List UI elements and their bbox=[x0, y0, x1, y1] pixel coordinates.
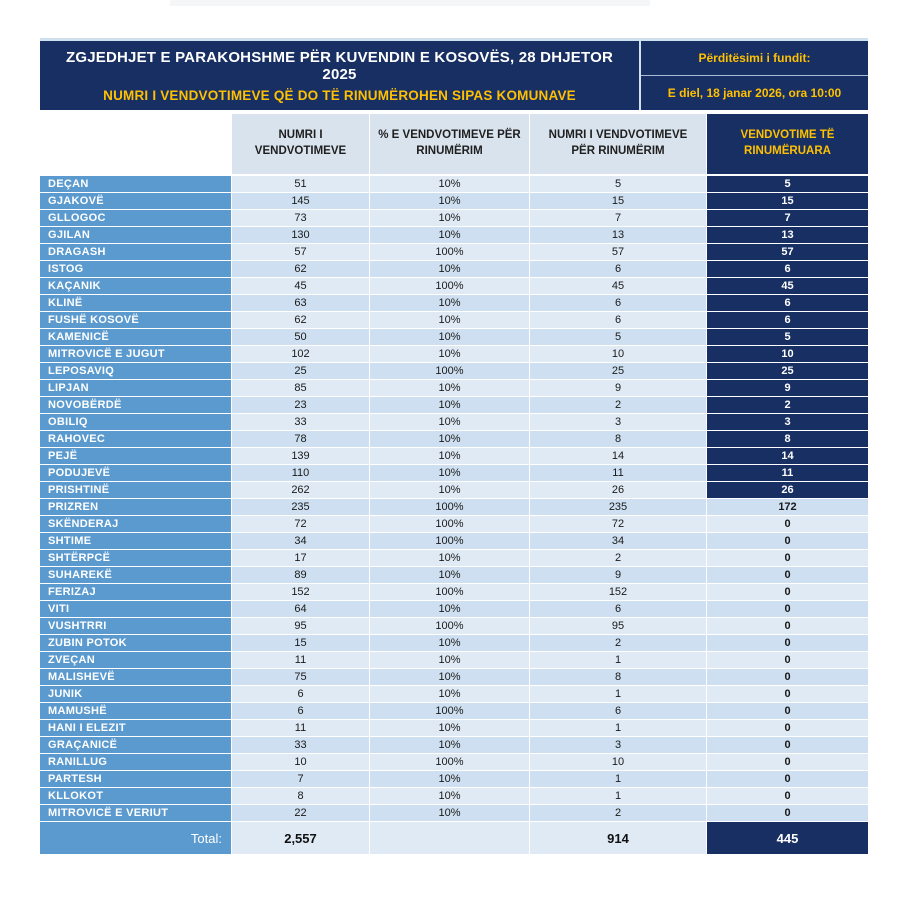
recount-cell: 57 bbox=[530, 244, 706, 260]
recount-cell: 3 bbox=[530, 414, 706, 430]
percent-cell: 10% bbox=[370, 550, 529, 566]
percent-cell: 100% bbox=[370, 703, 529, 719]
percent-cell: 10% bbox=[370, 601, 529, 617]
municipality-cell: SKËNDERAJ bbox=[40, 516, 231, 532]
table-row bbox=[40, 176, 868, 192]
recount-cell: 34 bbox=[530, 533, 706, 549]
municipality-cell: GLLOGOC bbox=[40, 210, 231, 226]
municipality-cell: JUNIK bbox=[40, 686, 231, 702]
total-percent bbox=[370, 822, 529, 854]
municipality-cell: MITROVICË E VERIUT bbox=[40, 805, 231, 821]
recount-cell: 6 bbox=[530, 312, 706, 328]
recounted-cell: 6 bbox=[707, 312, 868, 328]
stations-cell: 11 bbox=[232, 720, 369, 736]
table-row bbox=[40, 193, 868, 209]
last-update-panel bbox=[639, 41, 868, 110]
table-row bbox=[40, 686, 868, 702]
recounted-cell: 0 bbox=[707, 601, 868, 617]
recount-cell: 1 bbox=[530, 686, 706, 702]
recounted-cell: 0 bbox=[707, 584, 868, 600]
recounted-cell: 2 bbox=[707, 397, 868, 413]
municipality-cell: FERIZAJ bbox=[40, 584, 231, 600]
recounted-cell: 0 bbox=[707, 805, 868, 821]
table-row bbox=[40, 414, 868, 430]
table-row bbox=[40, 652, 868, 668]
table-row bbox=[40, 720, 868, 736]
municipality-cell: PEJË bbox=[40, 448, 231, 464]
column-header-stations: NUMRI I VENDVOTIMEVE bbox=[232, 114, 369, 174]
recounted-cell: 0 bbox=[707, 533, 868, 549]
recounted-cell: 13 bbox=[707, 227, 868, 243]
percent-cell: 10% bbox=[370, 448, 529, 464]
municipality-cell: MITROVICË E JUGUT bbox=[40, 346, 231, 362]
table-row bbox=[40, 312, 868, 328]
stations-cell: 85 bbox=[232, 380, 369, 396]
recounted-cell: 0 bbox=[707, 788, 868, 804]
recount-cell: 7 bbox=[530, 210, 706, 226]
header-banner bbox=[40, 38, 868, 110]
recounted-cell: 0 bbox=[707, 737, 868, 753]
table-row bbox=[40, 788, 868, 804]
percent-cell: 100% bbox=[370, 584, 529, 600]
recounted-cell: 9 bbox=[707, 380, 868, 396]
table-row bbox=[40, 278, 868, 294]
municipality-cell: KLLOKOT bbox=[40, 788, 231, 804]
municipality-cell: VITI bbox=[40, 601, 231, 617]
stations-cell: 89 bbox=[232, 567, 369, 583]
page-subtitle: NUMRI I VENDVOTIMEVE QË DO TË RINUMËROHEN SIPAS KOMUNAVE bbox=[103, 87, 576, 103]
percent-cell: 10% bbox=[370, 397, 529, 413]
recounted-cell: 0 bbox=[707, 652, 868, 668]
table-row bbox=[40, 567, 868, 583]
table-row bbox=[40, 346, 868, 362]
recounted-cell: 172 bbox=[707, 499, 868, 515]
recounted-cell: 26 bbox=[707, 482, 868, 498]
stations-cell: 11 bbox=[232, 652, 369, 668]
header-titles bbox=[40, 41, 639, 110]
table-row bbox=[40, 397, 868, 413]
column-header-municipality bbox=[40, 114, 231, 174]
recount-cell: 10 bbox=[530, 754, 706, 770]
total-recount: 914 bbox=[530, 822, 706, 854]
municipality-cell: LIPJAN bbox=[40, 380, 231, 396]
recount-table-board bbox=[40, 38, 868, 854]
municipality-cell: GJAKOVË bbox=[40, 193, 231, 209]
municipality-cell: PODUJEVË bbox=[40, 465, 231, 481]
stations-cell: 10 bbox=[232, 754, 369, 770]
municipality-cell: RANILLUG bbox=[40, 754, 231, 770]
column-header-percent: % E VENDVOTIMEVE PËR RINUMËRIM bbox=[370, 114, 529, 174]
recount-cell: 235 bbox=[530, 499, 706, 515]
municipality-cell: KAMENICË bbox=[40, 329, 231, 345]
percent-cell: 100% bbox=[370, 499, 529, 515]
stations-cell: 73 bbox=[232, 210, 369, 226]
stations-cell: 139 bbox=[232, 448, 369, 464]
municipality-cell: SUHAREKË bbox=[40, 567, 231, 583]
stations-cell: 130 bbox=[232, 227, 369, 243]
recounted-cell: 3 bbox=[707, 414, 868, 430]
recounted-cell: 14 bbox=[707, 448, 868, 464]
percent-cell: 10% bbox=[370, 635, 529, 651]
municipality-cell: ZUBIN POTOK bbox=[40, 635, 231, 651]
recount-cell: 2 bbox=[530, 397, 706, 413]
stations-cell: 75 bbox=[232, 669, 369, 685]
table-row bbox=[40, 210, 868, 226]
stations-cell: 102 bbox=[232, 346, 369, 362]
stations-cell: 22 bbox=[232, 805, 369, 821]
table-row bbox=[40, 550, 868, 566]
municipality-cell: KAÇANIK bbox=[40, 278, 231, 294]
municipality-cell: FUSHË KOSOVË bbox=[40, 312, 231, 328]
municipality-cell: MALISHEVË bbox=[40, 669, 231, 685]
stations-cell: 262 bbox=[232, 482, 369, 498]
stations-cell: 17 bbox=[232, 550, 369, 566]
recounted-cell: 0 bbox=[707, 550, 868, 566]
recounted-cell: 25 bbox=[707, 363, 868, 379]
recount-cell: 1 bbox=[530, 788, 706, 804]
stations-cell: 63 bbox=[232, 295, 369, 311]
municipality-cell: PRIZREN bbox=[40, 499, 231, 515]
percent-cell: 100% bbox=[370, 278, 529, 294]
municipality-cell: MAMUSHË bbox=[40, 703, 231, 719]
recounted-cell: 0 bbox=[707, 516, 868, 532]
percent-cell: 10% bbox=[370, 652, 529, 668]
recounted-cell: 6 bbox=[707, 261, 868, 277]
percent-cell: 10% bbox=[370, 669, 529, 685]
stations-cell: 33 bbox=[232, 414, 369, 430]
table-row bbox=[40, 363, 868, 379]
percent-cell: 10% bbox=[370, 737, 529, 753]
stations-cell: 78 bbox=[232, 431, 369, 447]
recount-cell: 1 bbox=[530, 652, 706, 668]
recount-cell: 6 bbox=[530, 295, 706, 311]
recount-cell: 10 bbox=[530, 346, 706, 362]
stations-cell: 62 bbox=[232, 312, 369, 328]
percent-cell: 10% bbox=[370, 567, 529, 583]
municipality-cell: NOVOBËRDË bbox=[40, 397, 231, 413]
recounted-cell: 0 bbox=[707, 754, 868, 770]
recount-cell: 152 bbox=[530, 584, 706, 600]
municipality-cell: GRAÇANICË bbox=[40, 737, 231, 753]
recount-cell: 5 bbox=[530, 329, 706, 345]
table-row bbox=[40, 516, 868, 532]
table-row bbox=[40, 754, 868, 770]
recounted-cell: 0 bbox=[707, 669, 868, 685]
municipality-cell: RAHOVEC bbox=[40, 431, 231, 447]
municipality-cell: DEÇAN bbox=[40, 176, 231, 192]
percent-cell: 10% bbox=[370, 414, 529, 430]
percent-cell: 10% bbox=[370, 482, 529, 498]
recounted-cell: 10 bbox=[707, 346, 868, 362]
total-stations: 2,557 bbox=[232, 822, 369, 854]
stations-cell: 145 bbox=[232, 193, 369, 209]
recounted-cell: 0 bbox=[707, 635, 868, 651]
recount-cell: 9 bbox=[530, 567, 706, 583]
recount-cell: 2 bbox=[530, 635, 706, 651]
recounted-cell: 11 bbox=[707, 465, 868, 481]
table-row bbox=[40, 261, 868, 277]
recounted-cell: 0 bbox=[707, 720, 868, 736]
stations-cell: 45 bbox=[232, 278, 369, 294]
municipality-cell: SHTËRPCË bbox=[40, 550, 231, 566]
municipality-cell: ISTOG bbox=[40, 261, 231, 277]
table-body bbox=[40, 176, 868, 821]
recounted-cell: 5 bbox=[707, 176, 868, 192]
percent-cell: 100% bbox=[370, 516, 529, 532]
recount-cell: 26 bbox=[530, 482, 706, 498]
percent-cell: 10% bbox=[370, 210, 529, 226]
table-row bbox=[40, 499, 868, 515]
percent-cell: 100% bbox=[370, 363, 529, 379]
total-label: Total: bbox=[40, 822, 231, 854]
recounted-cell: 7 bbox=[707, 210, 868, 226]
recount-cell: 6 bbox=[530, 261, 706, 277]
recount-cell: 25 bbox=[530, 363, 706, 379]
percent-cell: 10% bbox=[370, 346, 529, 362]
stations-cell: 51 bbox=[232, 176, 369, 192]
recount-cell: 13 bbox=[530, 227, 706, 243]
table-row bbox=[40, 482, 868, 498]
percent-cell: 100% bbox=[370, 533, 529, 549]
recounted-cell: 57 bbox=[707, 244, 868, 260]
percent-cell: 10% bbox=[370, 193, 529, 209]
table-row bbox=[40, 805, 868, 821]
stations-cell: 62 bbox=[232, 261, 369, 277]
recounted-cell: 0 bbox=[707, 618, 868, 634]
column-header-recount: NUMRI I VENDVOTIMEVE PËR RINUMËRIM bbox=[530, 114, 706, 174]
municipality-cell: LEPOSAVIQ bbox=[40, 363, 231, 379]
percent-cell: 10% bbox=[370, 380, 529, 396]
recounted-cell: 5 bbox=[707, 329, 868, 345]
last-update-label: Përditësimi i fundit: bbox=[641, 41, 868, 76]
recounted-cell: 8 bbox=[707, 431, 868, 447]
percent-cell: 10% bbox=[370, 431, 529, 447]
table-row bbox=[40, 448, 868, 464]
recount-cell: 6 bbox=[530, 601, 706, 617]
stations-cell: 33 bbox=[232, 737, 369, 753]
percent-cell: 10% bbox=[370, 686, 529, 702]
stations-cell: 25 bbox=[232, 363, 369, 379]
stations-cell: 6 bbox=[232, 686, 369, 702]
table-row bbox=[40, 380, 868, 396]
recounted-cell: 45 bbox=[707, 278, 868, 294]
percent-cell: 10% bbox=[370, 329, 529, 345]
recount-cell: 2 bbox=[530, 550, 706, 566]
recount-cell: 72 bbox=[530, 516, 706, 532]
recount-cell: 1 bbox=[530, 771, 706, 787]
stations-cell: 152 bbox=[232, 584, 369, 600]
column-header-row bbox=[40, 114, 868, 174]
page-title: ZGJEDHJET E PARAKOHSHME PËR KUVENDIN E KOSOVËS, 28 DHJETOR 2025 bbox=[66, 48, 613, 83]
recount-cell: 11 bbox=[530, 465, 706, 481]
recounted-cell: 15 bbox=[707, 193, 868, 209]
table-row bbox=[40, 431, 868, 447]
recount-cell: 14 bbox=[530, 448, 706, 464]
stations-cell: 7 bbox=[232, 771, 369, 787]
table-row bbox=[40, 703, 868, 719]
top-strip bbox=[170, 0, 650, 6]
recounted-cell: 0 bbox=[707, 703, 868, 719]
recounted-cell: 0 bbox=[707, 771, 868, 787]
percent-cell: 10% bbox=[370, 227, 529, 243]
stations-cell: 8 bbox=[232, 788, 369, 804]
stations-cell: 110 bbox=[232, 465, 369, 481]
recount-cell: 2 bbox=[530, 805, 706, 821]
total-recounted: 445 bbox=[707, 822, 868, 854]
recounted-cell: 6 bbox=[707, 295, 868, 311]
table-row bbox=[40, 584, 868, 600]
table-row bbox=[40, 635, 868, 651]
municipality-cell: HANI I ELEZIT bbox=[40, 720, 231, 736]
table-row bbox=[40, 601, 868, 617]
percent-cell: 10% bbox=[370, 176, 529, 192]
municipality-cell: KLINË bbox=[40, 295, 231, 311]
table-row bbox=[40, 533, 868, 549]
municipality-cell: VUSHTRRI bbox=[40, 618, 231, 634]
stations-cell: 95 bbox=[232, 618, 369, 634]
municipality-cell: SHTIME bbox=[40, 533, 231, 549]
stations-cell: 57 bbox=[232, 244, 369, 260]
percent-cell: 10% bbox=[370, 788, 529, 804]
stations-cell: 64 bbox=[232, 601, 369, 617]
stations-cell: 23 bbox=[232, 397, 369, 413]
recount-cell: 9 bbox=[530, 380, 706, 396]
recounted-cell: 0 bbox=[707, 686, 868, 702]
table-row bbox=[40, 329, 868, 345]
stations-cell: 34 bbox=[232, 533, 369, 549]
stations-cell: 15 bbox=[232, 635, 369, 651]
table-row bbox=[40, 244, 868, 260]
recount-cell: 3 bbox=[530, 737, 706, 753]
municipality-cell: PARTESH bbox=[40, 771, 231, 787]
table-row bbox=[40, 227, 868, 243]
table-row bbox=[40, 669, 868, 685]
percent-cell: 100% bbox=[370, 754, 529, 770]
municipality-cell: GJILAN bbox=[40, 227, 231, 243]
percent-cell: 10% bbox=[370, 805, 529, 821]
municipality-cell: OBILIQ bbox=[40, 414, 231, 430]
percent-cell: 100% bbox=[370, 618, 529, 634]
table-row bbox=[40, 771, 868, 787]
column-header-recounted: VENDVOTIME TË RINUMËRUARA bbox=[707, 114, 868, 174]
municipality-cell: PRISHTINË bbox=[40, 482, 231, 498]
table-row bbox=[40, 618, 868, 634]
table-row bbox=[40, 465, 868, 481]
municipality-cell: DRAGASH bbox=[40, 244, 231, 260]
recount-cell: 45 bbox=[530, 278, 706, 294]
percent-cell: 10% bbox=[370, 312, 529, 328]
stations-cell: 6 bbox=[232, 703, 369, 719]
total-row bbox=[40, 822, 868, 854]
last-update-value: E diel, 18 janar 2026, ora 10:00 bbox=[667, 86, 842, 100]
municipality-cell: ZVEÇAN bbox=[40, 652, 231, 668]
recount-cell: 6 bbox=[530, 703, 706, 719]
recounted-cell: 0 bbox=[707, 567, 868, 583]
percent-cell: 10% bbox=[370, 771, 529, 787]
stations-cell: 50 bbox=[232, 329, 369, 345]
table-row bbox=[40, 737, 868, 753]
percent-cell: 10% bbox=[370, 720, 529, 736]
percent-cell: 10% bbox=[370, 465, 529, 481]
recount-cell: 8 bbox=[530, 431, 706, 447]
recount-cell: 15 bbox=[530, 193, 706, 209]
stations-cell: 72 bbox=[232, 516, 369, 532]
recount-cell: 5 bbox=[530, 176, 706, 192]
recount-cell: 95 bbox=[530, 618, 706, 634]
recount-cell: 1 bbox=[530, 720, 706, 736]
table-row bbox=[40, 295, 868, 311]
stations-cell: 235 bbox=[232, 499, 369, 515]
percent-cell: 10% bbox=[370, 295, 529, 311]
recount-cell: 8 bbox=[530, 669, 706, 685]
percent-cell: 10% bbox=[370, 261, 529, 277]
percent-cell: 100% bbox=[370, 244, 529, 260]
